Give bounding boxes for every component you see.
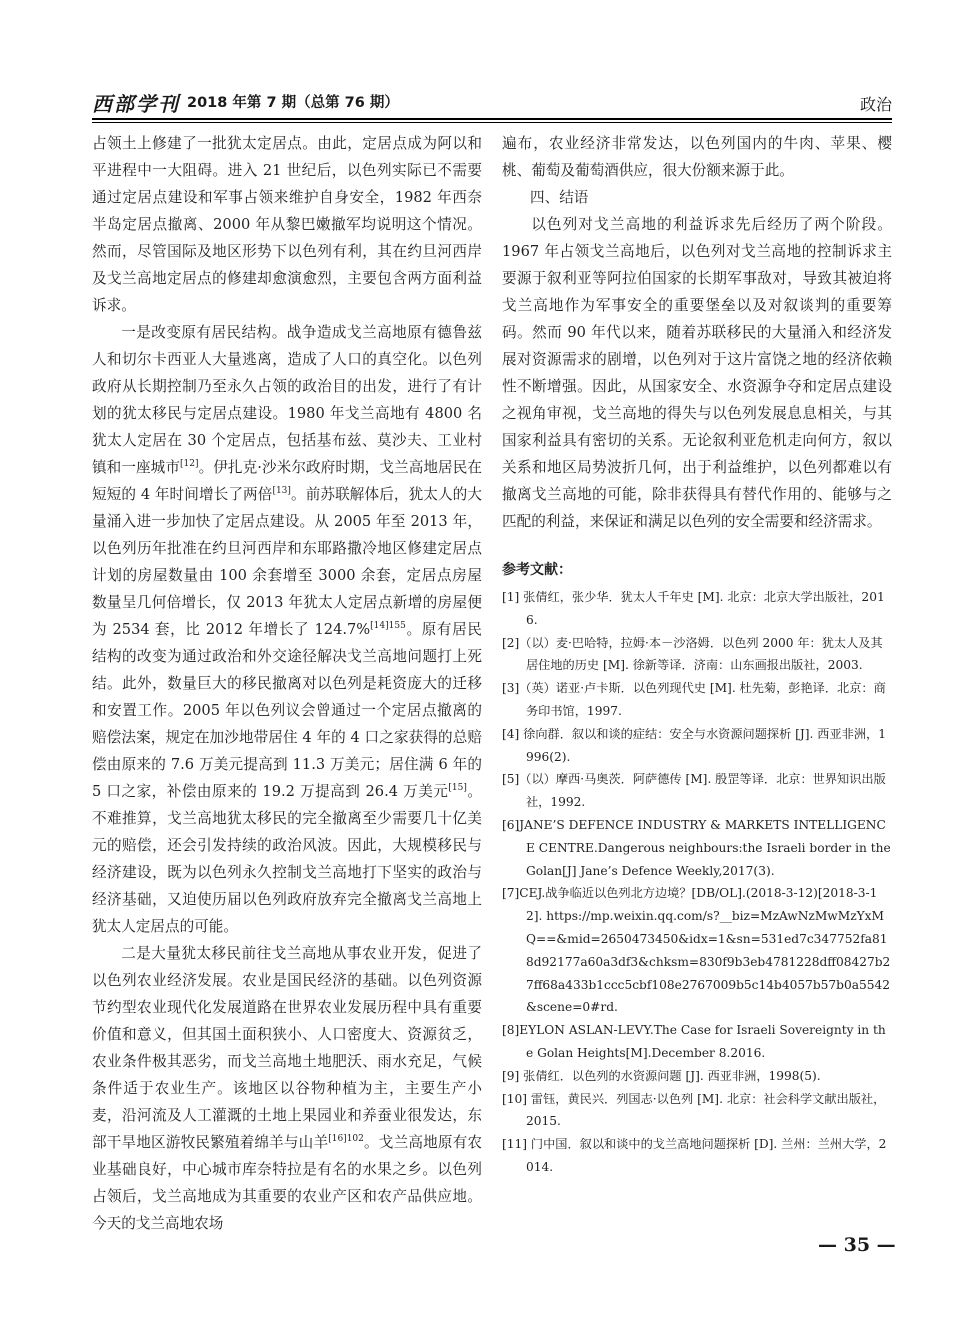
reference-item: [6]JANE’S DEFENCE INDUSTRY & MARKETS INTELLIGENCE CENTRE.Dangerous neighbours:the Israeli border in the Golan[J] Jane’s Defence Weekly,2017(3). <box>502 817 891 878</box>
text-run: 。前苏联解体后，犹太人的大量涌入进一步加快了定居点建设。从 2005 年至 2013 年，以色列历年批准在约旦河西岸和东耶路撒冷地区修建定居点计划的房屋数量由 100 余套增至 3000 余套，定居点房屋数量呈几何倍增长，仅 2013 年犹太人定居点新增的房屋便为 2534 套，比 2012 年增长了 124.7% <box>92 486 482 638</box>
references-list <box>502 586 892 1179</box>
text-run: 一是改变原有居民结构。战争造成戈兰高地原有德鲁兹人和切尔卡西亚人大量逃离，造成了人口的真空化。以色列政府从长期控制乃至永久占领的政治目的出发，进行了有计划的犹太移民与定居点建设。1980 年戈兰高地有 4800 名犹太人定居在 30 个定居点，包括基布兹、莫沙夫、工业村镇和一座城市 <box>92 324 482 476</box>
citation: [13] <box>272 486 291 496</box>
journal-masthead: 西部学刊 <box>92 92 180 116</box>
paragraph-agriculture <box>92 940 482 1237</box>
reference-item: [5]（以）摩西·马奥茨．阿萨德传 [M]. 殷罡等译．北京：世界知识出版社，1992. <box>502 772 886 810</box>
citation: [16]102 <box>328 1134 364 1144</box>
reference-item: [9] 张倩红．以色列的水资源问题 [J]. 西亚非洲，1998(5). <box>502 1068 821 1083</box>
reference-item: [7]CEJ.战争临近以色列北方边境？[DB/OL].(2018-3-12)[2018-3-12]. https://mp.weixin.qq.com/s?__biz=MzAwNzMwMzYxMQ==&mid=2650473450&idx=1&sn=531ed7c347752fa818d92177a60a3df3&chksm=830f9b3eb4781228dff08427b27ff68a433b1ccc5cbf108e2767009b5c14b4057b57b0a5542&scene=0#rd. <box>502 886 891 1015</box>
paragraph-continued: 占领土上修建了一批犹太定居点。由此，定居点成为阿以和平进程中一大阻碍。进入 21 世纪后，以色列实际已不需要通过定居点建设和军事占领来维护自身安全，1982 年西奈半岛定居点撤离、2000 年从黎巴嫩撤军均说明这个情况。然而，尽管国际及地区形势下以色列有利，其在约旦河西岸及戈兰高地定居点的修建却愈演愈烈，主要包含两方面利益诉求。 <box>92 135 482 314</box>
section-heading-conclusion: 四、结语 <box>530 189 589 206</box>
references-title: 参考文献： <box>502 562 572 578</box>
header-rule-thin <box>92 122 892 123</box>
reference-item: [10] 雷钰，黄民兴．列国志·以色列 [M]. 北京：社会科学文献出版社，2015. <box>502 1091 886 1129</box>
citation: [15] <box>448 783 467 793</box>
page-number: — 35 — <box>818 1234 896 1256</box>
reference-item: [2]（以）麦·巴哈特，拉姆·本－沙洛姆．以色列 2000 年：犹太人及其居住地的历史 [M]. 徐新等译．济南：山东画报出版社，2003. <box>502 635 883 673</box>
citation: [14]155 <box>370 621 406 631</box>
page-header <box>92 88 892 116</box>
header-rule <box>92 118 892 120</box>
reference-item: [4] 徐向群．叙以和谈的症结：安全与水资源问题探析 [J]. 西亚非洲，1996(2). <box>502 726 886 764</box>
paragraph-continued-right: 遍布，农业经济非常发达，以色列国内的牛肉、苹果、樱桃、葡萄及葡萄酒供应，很大份额来源于此。 <box>502 135 892 179</box>
text-run: 。戈兰高地原有农业基础良好，中心城市库奈特拉是有名的水果之乡。以色列占领后，戈兰高地成为其重要的农业产区和农产品供应地。今天的戈兰高地农场 <box>92 1134 482 1232</box>
reference-item: [11] 门中国．叙以和谈中的戈兰高地问题探析 [D]. 兰州：兰州大学，2014. <box>502 1137 887 1174</box>
paragraph-resident-structure <box>92 319 482 940</box>
issue-info: 2018 年第 7 期（总第 76 期） <box>187 95 399 111</box>
right-column <box>502 130 892 1179</box>
paragraph-conclusion: 以色列对戈兰高地的利益诉求先后经历了两个阶段。1967 年占领戈兰高地后，以色列对戈兰高地的控制诉求主要源于叙利亚等阿拉伯国家的长期军事敌对，导致其被迫将戈兰高地作为军事安全的重要堡垒以及对叙谈判的重要筹码。然而 90 年代以来，随着苏联移民的大量涌入和经济发展对资源需求的剧增，以色列对于这片富饶之地的经济依赖性不断增强。因此，从国家安全、水资源争夺和定居点建设之视角审视，戈兰高地的得失与以色列发展息息相关，与其国家利益具有密切的关系。无论叙利亚危机走向何方，叙以关系和地区局势波折几何，出于利益维护，以色列都难以有撤离戈兰高地的可能，除非获得具有替代作用的、能够与之匹配的利益，来保证和满足以色列的安全需要和经济需求。 <box>502 216 892 530</box>
section-label: 政治 <box>859 95 892 114</box>
reference-item: [3]（英）诺亚·卢卡斯．以色列现代史 [M]. 杜先菊，彭艳译．北京：商务印书馆，1997. <box>502 681 886 718</box>
reference-item: [8]EYLON ASLAN-LEVY.The Case for Israeli Sovereignty in the Golan Heights[M].December 8.2016. <box>502 1023 886 1060</box>
text-run: 二是大量犹太移民前往戈兰高地从事农业开发，促进了以色列农业经济发展。农业是国民经济的基础。以色列资源节约型农业现代化发展道路在世界农业发展历程中具有重要价值和意义，但其国土面积狭小、人口密度大、资源贫乏，农业条件极其恶劣，而戈兰高地土地肥沃、雨水充足，气候条件适于农业生产。该地区以谷物种植为主，主要生产小麦，沿河流及人工灌溉的土地上果园业和养蚕业很发达，东部干旱地区游牧民繁殖着绵羊与山羊 <box>92 945 482 1151</box>
citation: [12] <box>180 459 199 469</box>
left-column <box>92 130 482 1237</box>
text-run: 。原有居民结构的改变为通过政治和外交途径解决戈兰高地问题打上死结。此外，数量巨大的移民撤离对以色列是耗资庞大的迁移和安置工作。2005 年以色列议会曾通过一个定居点撤离的赔偿法案，规定在加沙地带居住 4 年的 4 口之家获得的总赔偿由原来的 7.6 万美元提高到 11.3 万美元；居住满 6 年的 5 口之家，补偿由原来的 19.2 万提高到 26.4 万美元 <box>92 621 482 800</box>
text-run: 。伊扎克·沙米尔政府时期，戈兰高地居民在短短的 4 年时间增长了两倍 <box>92 459 482 503</box>
reference-item: [1] 张倩红，张少华．犹太人千年史 [M]. 北京：北京大学出版社，2016. <box>502 590 885 627</box>
text-run: 。不难推算，戈兰高地犹太移民的完全撤离至少需要几十亿美元的赔偿，还会引发持续的政治风波。因此，大规模移民与经济建设，既为以色列永久控制戈兰高地打下坚实的政治与经济基础，又迫使历届以色列政府放弃完全撤离戈兰高地上犹太人定居点的可能。 <box>92 783 482 935</box>
